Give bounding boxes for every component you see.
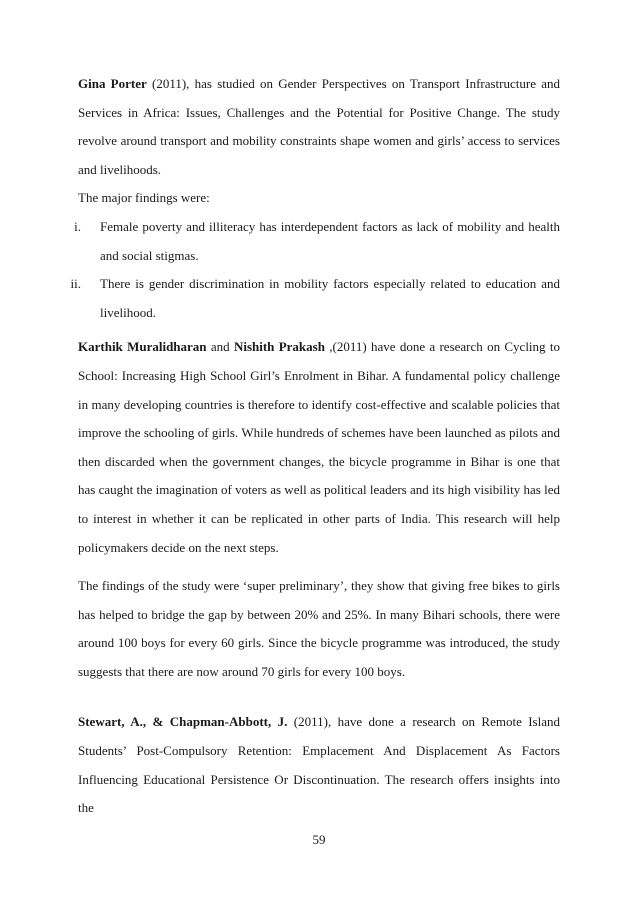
page-number: 59 [312, 832, 326, 847]
muralidharan-and: and [206, 339, 234, 355]
muralidharan-paragraph [78, 333, 560, 562]
list-item [74, 213, 560, 270]
porter-text: (2011), has studied on Gender Perspectives on Transport Infrastructure and Services in Africa: Issues, Challenges and the Potential for Positive Change. The study revolve around transport and mobility constraints shape women and girls’ access to services and livelihoods. [78, 76, 560, 177]
muralidharan-text: ,(2011) have done a research on Cycling to School: Increasing High School Girl’s Enrolment in Bihar. A fundamental policy challenge in many developing countries is therefore to identify cost-effective and scalable policies that improve the schooling of girls. While hundreds of schemes have been launched as pilots and then discarded when the government changes, the bicycle programme in Bihar is one that has caught the imagination of voters as well as political leaders and its high visibility has led to interest in whether it can be replicated in other parts of India. This research will help policymakers decide on the next steps. [78, 339, 560, 555]
porter-author: Gina Porter [78, 76, 147, 91]
muralidharan-author-1: Karthik Muralidharan [78, 339, 207, 355]
document-page [70, 70, 560, 823]
list-item-number: i. [74, 218, 81, 234]
findings-paragraph: The findings of the study were ‘super preliminary’, they show that giving free bikes to girls has helped to bridge the gap by between 20% and 25%. In many Bihari schools, there were around 100 boys for every 60 girls. Since the bicycle programme was introduced, the study suggests that there are now around 70 girls for every 100 boys. [78, 578, 560, 679]
stewart-authors: Stewart, A., & Chapman-Abbott, J. [78, 714, 288, 730]
findings-intro: The major findings were: [78, 190, 210, 206]
stewart-paragraph [78, 708, 560, 822]
stewart-text: (2011), have done a research on Remote Island Students’ Post-Compulsory Retention: Emplacement And Displacement As Factors Influencing Educational Persistence Or Discontinuation. The research offers insights into the [78, 714, 560, 816]
findings-list [70, 213, 560, 327]
muralidharan-author-2: Nishith Prakash [233, 339, 325, 355]
list-item-text: There is gender discrimination in mobility factors especially related to education and livelihood. [100, 276, 560, 320]
list-item-number: ii. [70, 276, 81, 292]
list-item-text: Female poverty and illiteracy has interdependent factors as lack of mobility and health and social stigmas. [100, 218, 560, 263]
porter-paragraph [78, 70, 560, 184]
list-item [70, 270, 560, 327]
